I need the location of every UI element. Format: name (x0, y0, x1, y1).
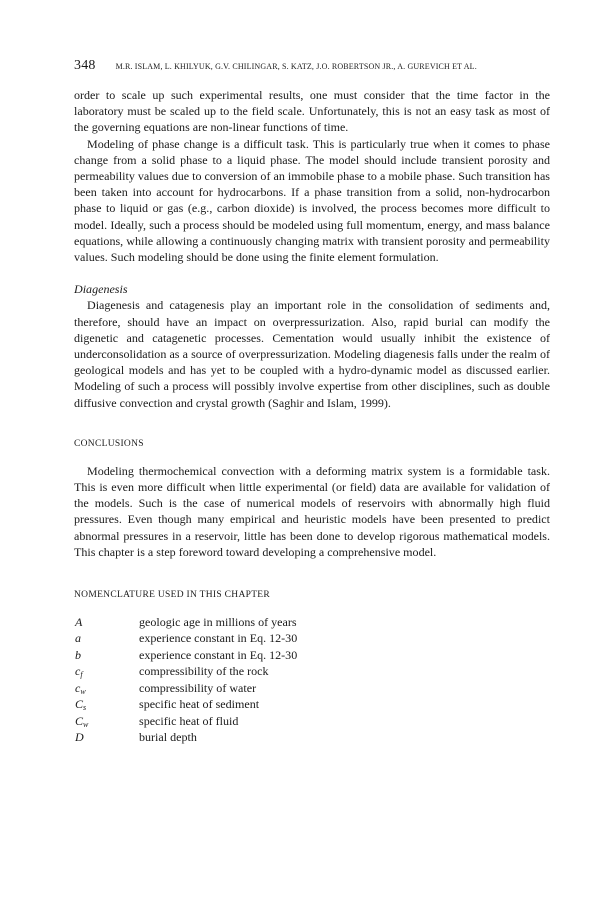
page-number: 348 (74, 58, 96, 73)
nomenclature-description: geologic age in millions of years (139, 615, 297, 630)
running-head (74, 58, 550, 74)
nomenclature-description: specific heat of sediment (139, 697, 260, 712)
nomenclature-symbol: $c_f$ (75, 664, 83, 680)
nomenclature-symbol: $C_s$ (75, 697, 87, 713)
running-head-authors: M.R. ISLAM, L. KHILYUK, G.V. CHILINGAR, S. KATZ, J.O. ROBERTSON JR., A. GUREVICH ET AL. (115, 62, 477, 71)
paragraph-conclusions: Modeling thermochemical convection with a deforming matrix system is a formidable task. This is even more difficult when little experimental (or field) data are available for validation of the models. Such is the case of numerical models of reservoirs with abnormally high fluid pressures. Even though many empirical and heuristic models have been presented to predict abnormal pressures in a reservoir, little has been done to develop rigorous mathematical models. This chapter is a step foreword toward developing a comprehensive model. (74, 463, 550, 559)
nomenclature-symbol: D (75, 729, 84, 744)
section-heading-nomenclature: NOMENCLATURE USED IN THIS CHAPTER (74, 590, 271, 601)
nomenclature-symbol: $c_w$ (75, 680, 86, 696)
subsection-title-diagenesis: Diagenesis (74, 282, 128, 297)
nomenclature-symbol: $C_w$ (75, 713, 89, 729)
nomenclature-description: experience constant in Eq. 12-30 (139, 647, 298, 662)
nomenclature-description: compressibility of the rock (139, 664, 269, 679)
section-heading-conclusions: CONCLUSIONS (74, 438, 144, 449)
nomenclature-description: experience constant in Eq. 12-30 (139, 631, 298, 646)
paragraph-phase-change: Modeling of phase change is a difficult task. This is particularly true when it comes to phase change from a solid phase to a liquid phase. The model should include transient porosity and permeability values due to conversion of an immobile phase to a mobile phase. Such transition has been taken into account for hydrocarbons. If a phase transition from a solid, non-hydrocarbon phase to liquid or gas (e.g., carbon dioxide) is involved, the process becomes more difficult to model. Ideally, such a process should be modeled using full momentum, energy, and mass balance equations, while allowing a continuously changing matrix with transient porosity and permeability values. Such modeling should be done using the finite element formulation. (74, 136, 550, 265)
book-page (74, 58, 550, 745)
paragraph-diagenesis: Diagenesis and catagenesis play an important role in the consolidation of sediments and, therefore, should have an impact on overpressurization. Also, rapid burial can modify the digenetic and catagenetic processes. Cementation would usually inhibit the existence of underconsolidation as a source of overpressurization. Modeling diagenesis falls under the realm of geological models and has yet to be coupled with a hydro-dynamic model as discussed earlier. Modeling of such a process will possibly involve expertise from other disciplines, such as double diffusive convection and crystal growth (Saghir and Islam, 1999). (74, 298, 550, 410)
nomenclature-description: specific heat of fluid (139, 713, 239, 728)
nomenclature-list (74, 614, 550, 745)
nomenclature-description: burial depth (139, 729, 197, 744)
nomenclature-description: compressibility of water (139, 680, 257, 695)
paragraph-continuation: order to scale up such experimental results, one must consider that the time factor in the laboratory must be scaled up to the field scale. Unfortunately, this is not an easy task as most of the governing equations are non-linear functions of time. (74, 88, 550, 135)
nomenclature-symbol: A (75, 615, 83, 630)
nomenclature-symbol: b (75, 647, 82, 662)
nomenclature-symbol: a (75, 631, 82, 646)
